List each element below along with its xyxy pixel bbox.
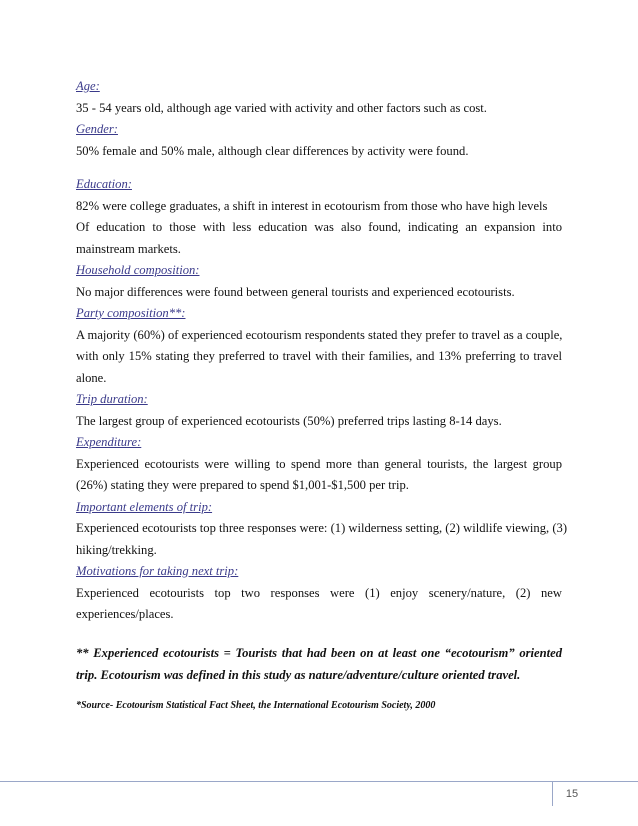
education-text-line: Of education to those with less education was also found, indicating an expansion into <box>76 220 562 234</box>
page-content <box>76 76 568 711</box>
heading-expenditure: Expenditure: <box>76 435 142 449</box>
expenditure-text-line: Experienced ecotourists were willing to spend more than general tourists, the largest group <box>76 456 562 471</box>
source-citation: *Source- Ecotourism Statistical Fact Sheet, the International Ecotourism Society, 2000 <box>76 699 436 711</box>
heading-party-composition: Party composition**: <box>76 306 186 320</box>
trip-duration-text: The largest group of experienced ecotourists (50%) preferred trips lasting 8-14 days. <box>76 413 502 428</box>
gender-text: 50% female and 50% male, although clear differences by activity were found. <box>76 143 469 158</box>
heading-motivations: Motivations for taking next trip: <box>76 564 239 578</box>
motivations-text-line: experiences/places. <box>76 607 174 621</box>
heading-household-composition: Household composition: <box>76 263 200 277</box>
heading-education: Education: <box>76 177 132 191</box>
heading-age: Age: <box>76 79 100 93</box>
footnote-line: trip. Ecotourism was defined in this study as nature/adventure/culture oriented travel. <box>76 667 521 682</box>
party-text-line: A majority (60%) of experienced ecotourism respondents stated they prefer to travel as a couple, <box>76 327 563 342</box>
motivations-text-line: Experienced ecotourists top two responses were (1) enjoy scenery/nature, (2) new <box>76 585 562 600</box>
important-elements-text-line: hiking/trekking. <box>76 542 157 557</box>
heading-important-elements: Important elements of trip: <box>76 499 213 514</box>
footnote-line: ** Experienced ecotourists = Tourists that had been on at least one “ecotourism” oriented <box>76 645 562 660</box>
education-text-line: 82% were college graduates, a shift in interest in ecotourism from those who have high levels <box>76 198 548 213</box>
spacer <box>76 162 562 174</box>
expenditure-text-line: (26%) stating they were prepared to spend $1,001-$1,500 per trip. <box>76 478 409 492</box>
footer-rule <box>0 781 638 782</box>
party-text-line: alone. <box>76 370 107 385</box>
heading-trip-duration: Trip duration: <box>76 392 148 406</box>
page-number: 15 <box>552 782 591 806</box>
education-text-line: mainstream markets. <box>76 241 181 256</box>
party-text-line: with only 15% stating they preferred to travel with their families, and 13% preferring to travel <box>76 349 562 363</box>
age-text: 35 - 54 years old, although age varied with activity and other factors such as cost. <box>76 100 487 115</box>
household-text: No major differences were found between general tourists and experienced ecotourists. <box>76 284 515 299</box>
spacer <box>76 626 562 642</box>
important-elements-text-line: Experienced ecotourists top three responses were: (1) wilderness setting, (2) wildlife viewing, (3) <box>76 521 568 535</box>
heading-gender: Gender: <box>76 122 118 136</box>
